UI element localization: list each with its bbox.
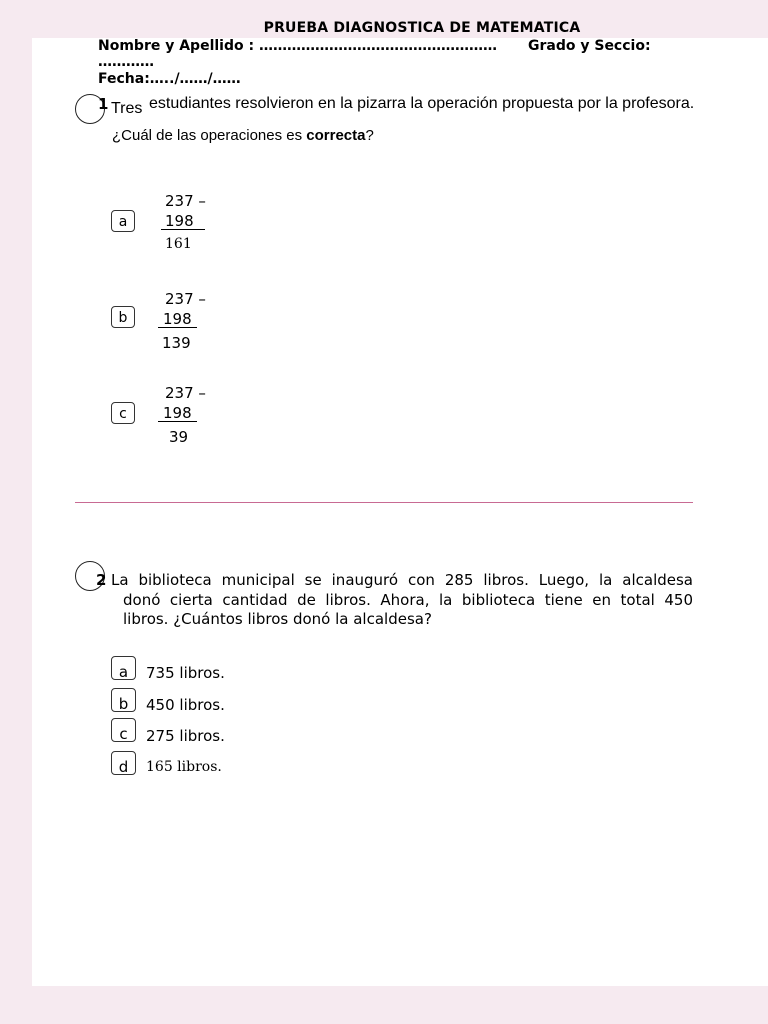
grade-field-dots: ………… [98,54,154,70]
q2-option-a-text: 735 libros. [146,664,225,682]
q1-option-a-subtrahend: 198 [165,212,194,230]
document-page [32,38,768,986]
q1-option-c-minuend: 237 – [165,384,206,402]
q2-line-3: libros. ¿Cuántos libros donó la alcaldesa? [123,610,432,628]
q2-option-b-text: 450 libros. [146,696,225,714]
q1-stem-first-word: Tres [111,100,143,117]
q1-option-b-rule [158,327,197,328]
q1-option-b-minuend: 237 – [165,290,206,308]
q1-option-c-box[interactable]: c [111,402,135,424]
q2-line-1: La biblioteca municipal se inauguró con 285 libros. Luego, la alcaldesa [111,571,693,589]
q1-option-a-result: 161 [165,236,192,252]
q2-option-c-box[interactable]: c [111,718,136,742]
grade-field-label: Grado y Seccio: [528,38,651,54]
q2-option-a-box[interactable]: a [111,656,136,680]
q2-option-d-text: 165 libros. [146,759,222,775]
q1-option-c-rule [158,421,197,422]
q2-option-b-box[interactable]: b [111,688,136,712]
q2-number: 2 [96,571,107,589]
q2-line-2: donó cierta cantidad de libros. Ahora, la biblioteca tiene en total 450 [123,590,693,609]
section-divider [75,502,693,503]
q2-option-d-box[interactable]: d [111,751,136,775]
q1-option-a-box[interactable]: a [111,210,135,232]
q1-option-c-result: 39 [169,428,189,446]
name-field-label: Nombre y Apellido : …………………………………………… [98,38,497,54]
q1-option-a-minuend: 237 – [165,192,206,210]
q2-option-c-text: 275 libros. [146,727,225,745]
document-title: PRUEBA DIAGNOSTICA DE MATEMATICA [263,20,581,36]
q2-question-text [111,571,693,630]
q1-option-b-box[interactable]: b [111,306,135,328]
date-field-label: Fecha:…../……/…… [98,71,241,87]
q1-stem-text: estudiantes resolvieron en la pizarra la operación propuesta por la profesora. [149,95,695,112]
q1-question: ¿Cuál de las operaciones es correcta? [112,127,374,144]
q1-option-c-subtrahend: 198 [163,404,192,422]
q1-option-b-subtrahend: 198 [163,310,192,328]
q1-option-b-result: 139 [162,334,191,352]
q1-number: 1 [98,95,109,113]
q1-option-a-rule [161,229,205,230]
